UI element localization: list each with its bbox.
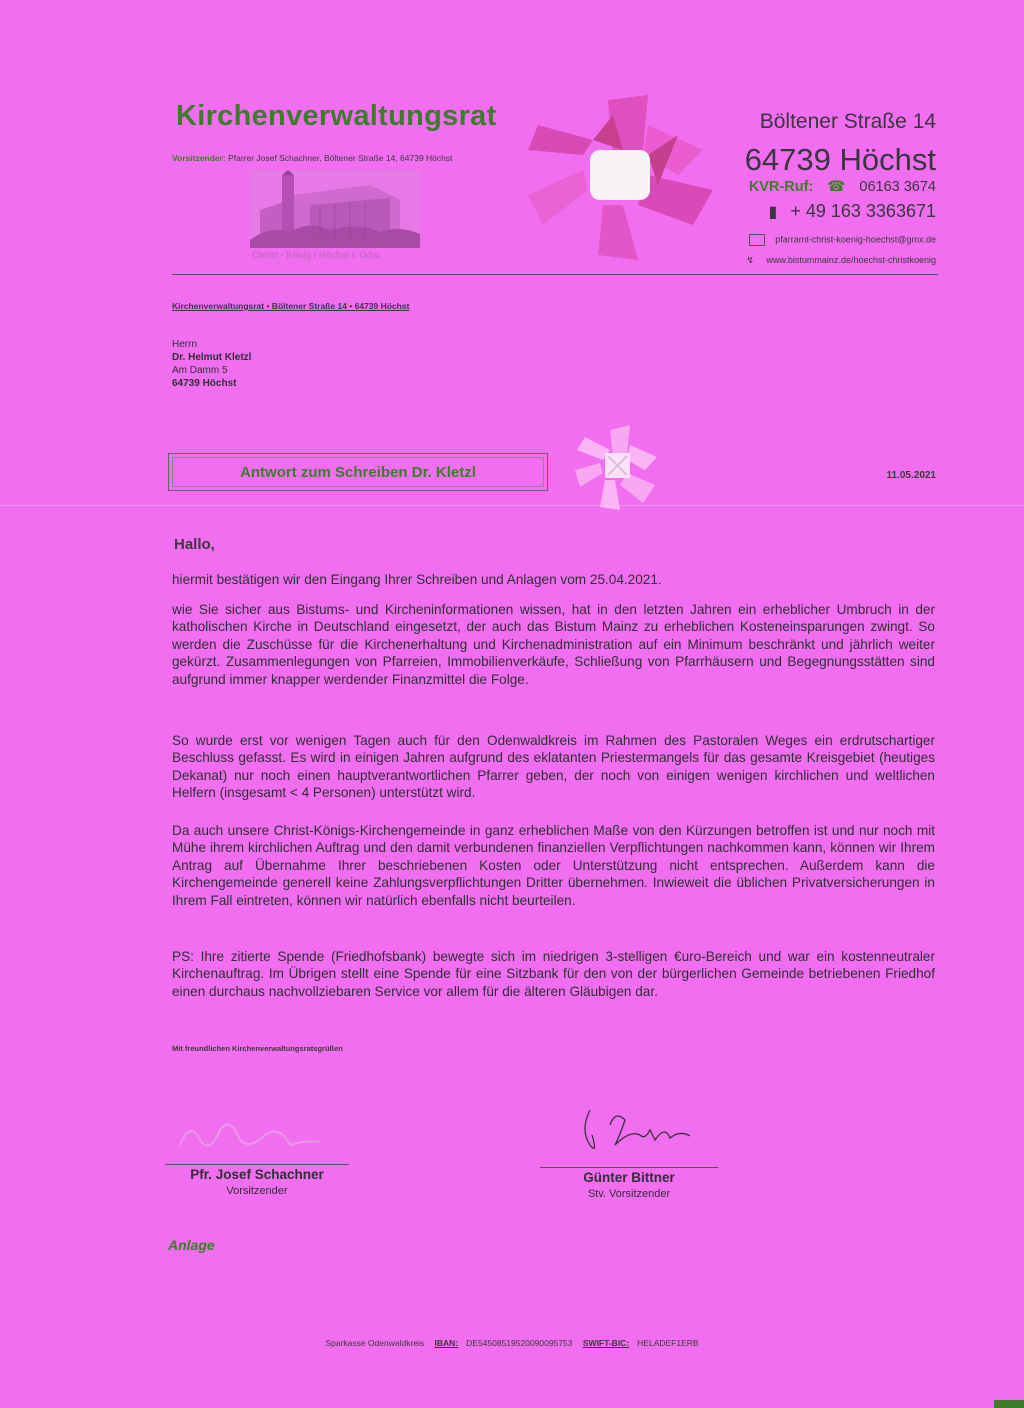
iban-label: IBAN: bbox=[434, 1338, 459, 1348]
scan-line bbox=[0, 505, 1024, 506]
signer-right-name: Günter Bittner bbox=[583, 1170, 675, 1185]
paragraph-5: PS: Ihre zitierte Spende (Friedhofsbank) bewegte sich im niedrigen 3-stelligen €uro-Bereich und war ein kostenneutraler Kirchenauftrag. Im Übrigen stellt eine Spende für eine Sitzbank für den von der bürgerlichen Gemeinde betriebenen Friedhof einen durchaus nachvollziebaren Service vor allem für die älteren Gläubigen dar. bbox=[172, 949, 935, 999]
paragraph-3: So wurde erst vor wenigen Tagen auch für den Odenwaldkreis im Rahmen des Pastoralen Weges ein erdrutschartiger Beschluss gefasst. Es wird in einigen Jahren aufgrund des eklatanten Priestermangels für das gesamte Kreisgebiet (heutiges Dekanat) nur noch einen hauptverantwortlichen Pfarrer geben, der noch von einigen wenigen kirchlichen und weltlichen Helfern (insgesamt < 4 Personen) unterstützt wird. bbox=[172, 733, 935, 801]
closing-line: Mit freundlichen Kirchenverwaltungsratsgrüßen bbox=[172, 1044, 343, 1053]
web-address[interactable]: www.bistummainz.de/hoechst-christkoenig bbox=[766, 255, 936, 265]
bank-name: Sparkasse Odenwaldkreis bbox=[325, 1338, 425, 1348]
address-city: 64739 Höchst bbox=[744, 142, 936, 177]
church-caption: Christ - König / Höchst i. Odw. bbox=[252, 250, 382, 260]
mobile-line bbox=[769, 201, 936, 222]
recipient-salutation: Herrn bbox=[172, 339, 198, 350]
web-icon: ↯ bbox=[746, 255, 754, 265]
address-street: Böltener Straße 14 bbox=[759, 110, 936, 133]
attachment-label: Anlage bbox=[168, 1237, 215, 1253]
corner-mark bbox=[994, 1400, 1024, 1408]
signature-left bbox=[170, 1100, 350, 1160]
kvr-phone-line bbox=[749, 179, 936, 195]
signature-line-right bbox=[540, 1167, 718, 1168]
phone-icon: ☎ bbox=[827, 179, 846, 195]
web-line bbox=[746, 255, 936, 266]
organization-title: Kirchenverwaltungsrat bbox=[176, 100, 497, 132]
signer-left-role: Vorsitzender bbox=[226, 1185, 288, 1197]
swift-label: SWIFT-BIC: bbox=[582, 1338, 630, 1348]
signer-right-role: Stv. Vorsitzender bbox=[587, 1188, 671, 1200]
kvr-phone: 06163 3674 bbox=[859, 179, 936, 195]
church-illustration bbox=[250, 170, 420, 248]
email-line bbox=[749, 234, 936, 246]
kvr-label: KVR-Ruf: bbox=[748, 179, 814, 195]
iban-value: DE54508519520090095753 bbox=[466, 1338, 573, 1348]
sender-return-line: Kirchenverwaltungsrat • Böltener Straße 14 • 64739 Höchst bbox=[172, 301, 410, 311]
signature-right bbox=[570, 1100, 710, 1160]
paragraph-1: hiermit bestätigen wir den Eingang Ihrer Schreiben und Anlagen vom 25.04.2021. bbox=[172, 572, 662, 587]
parish-logo bbox=[528, 95, 718, 260]
chair-text: Pfarrer Josef Schachner, Böltener Straße 14, 64739 Höchst bbox=[228, 153, 453, 163]
email-address[interactable]: pfarramt-christ-koenig-hoechst@gmx.de bbox=[775, 234, 936, 245]
subject-text: Antwort zum Schreiben Dr. Kletzl bbox=[172, 457, 544, 487]
recipient-street: Am Damm 5 bbox=[172, 365, 228, 376]
recipient-name: Dr. Helmut Kletzl bbox=[172, 352, 252, 363]
chair-label: Vorsitzender: bbox=[172, 153, 226, 163]
swift-value: HELADEF1ERB bbox=[637, 1338, 699, 1348]
bank-footer bbox=[0, 1338, 1024, 1348]
recipient-block bbox=[172, 338, 251, 390]
mobile-number: + 49 163 3363671 bbox=[790, 201, 936, 221]
paragraph-2: wie Sie sicher aus Bistums- und Kircheninformationen wissen, hat in den letzten Jahren ein erheblicher Umbruch in der katholischen Kirche in Deutschland eingesetzt, der auch das Bistum Mainz zu erheblichen Kosteneinsparungen zwingt. So werden die Zuschüsse für die Kirchenerhaltung und Kirchenadministration auf ein Minimum beschränkt und jährlich weiter gekürzt. Zusammenlegungen von Pfarreien, Immobilienverkäufe, Schließung von Pfarrhäusern und Begegnungsstätten sind aufgrund immer knapper werdender Finanzmittel die Folge. bbox=[172, 602, 935, 687]
mobile-icon: ▮ bbox=[768, 204, 778, 221]
subject-box bbox=[168, 453, 548, 491]
paragraph-4: Da auch unsere Christ-Königs-Kirchengemeinde in ganz erheblichen Maße von den Kürzungen betroffen ist und nur noch mit Mühe ihrem kirchlichen Auftrag und den damit verbundenen finanziellen Verpflichtungen nachkommen kann, können wir Ihrem Antrag auf Übernahme Ihrer beschriebenen Kosten oder Unterstützung nicht entsprechen. Außerdem kann die Kirchengemeinde generell keine Zahlungsverpflichtungen Dritter übernehmen. Inwieweit die üblichen Privatversicherungen in Ihrem Fall eintreten, können wir natürlich ebenfalls nicht beurteilen. bbox=[172, 823, 935, 908]
signature-line-left bbox=[165, 1164, 349, 1165]
recipient-city: 64739 Höchst bbox=[172, 378, 237, 389]
email-icon bbox=[749, 234, 765, 246]
chair-line bbox=[172, 153, 453, 163]
header-divider bbox=[172, 274, 938, 275]
letter-date: 11.05.2021 bbox=[886, 470, 936, 481]
small-logo-mark bbox=[575, 425, 660, 510]
greeting: Hallo, bbox=[174, 536, 215, 553]
signer-left-name: Pfr. Josef Schachner bbox=[190, 1167, 324, 1182]
